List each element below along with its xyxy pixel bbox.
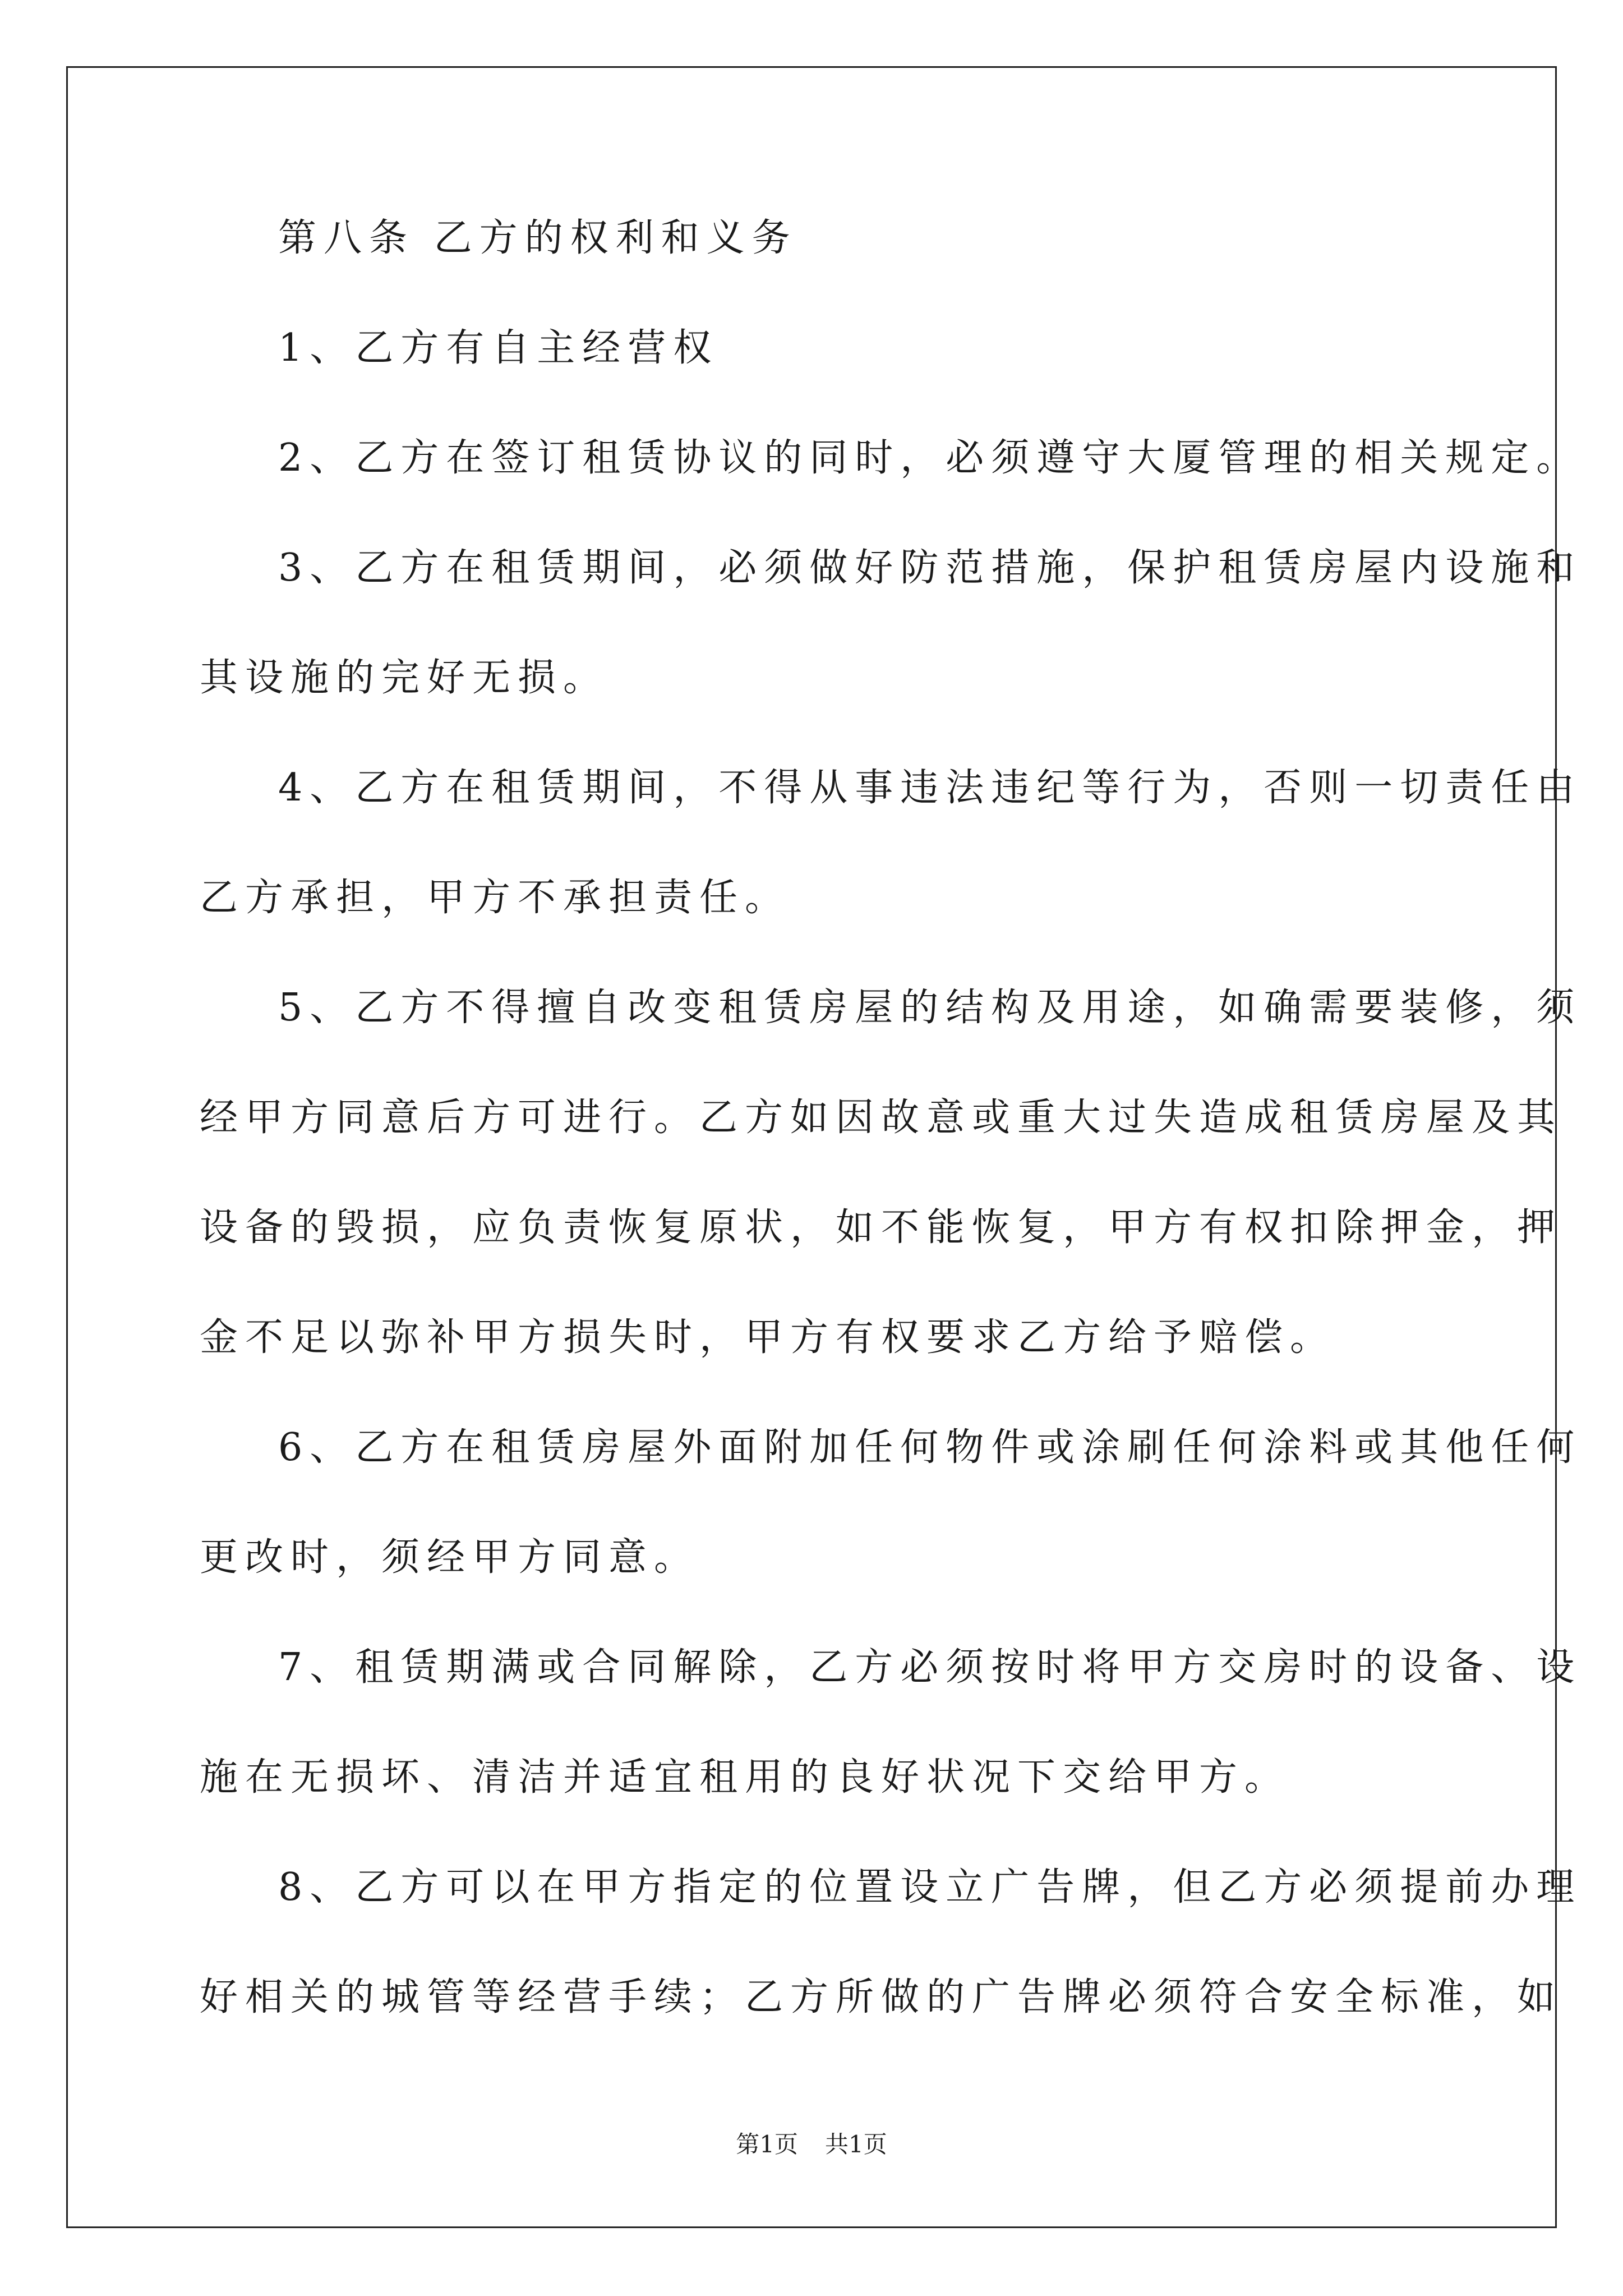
clause-5-line-1: 5、乙方不得擅自改变租赁房屋的结构及用途，如确需要装修，须	[278, 986, 1582, 1030]
page-footer	[0, 2129, 1623, 2160]
clause-2: 2、乙方在签订租赁协议的同时，必须遵守大厦管理的相关规定。	[278, 436, 1582, 480]
clause-4-line-2: 乙方承担，甲方不承担责任。	[200, 876, 791, 920]
clause-5-line-2: 经甲方同意后方可进行。乙方如因故意或重大过失造成租赁房屋及其	[200, 1096, 1563, 1140]
clause-5-line-4: 金不足以弥补甲方损失时，甲方有权要求乙方给予赔偿。	[200, 1315, 1336, 1360]
clause-7-line-1: 7、租赁期满或合同解除，乙方必须按时将甲方交房时的设备、设	[278, 1645, 1582, 1690]
clause-8-line-2: 好相关的城管等经营手续；乙方所做的广告牌必须符合安全标准，如	[200, 1975, 1563, 2019]
clause-6-line-2: 更改时，须经甲方同意。	[200, 1535, 700, 1580]
page-total: 共1页	[825, 2131, 887, 2158]
clause-4-line-1: 4、乙方在租赁期间，不得从事违法违纪等行为，否则一切责任由	[278, 766, 1582, 810]
article-heading: 第八条 乙方的权利和义务	[278, 216, 797, 260]
page-number: 第1页	[736, 2131, 798, 2158]
clause-8-line-1: 8、乙方可以在甲方指定的位置设立广告牌，但乙方必须提前办理	[278, 1865, 1582, 1910]
clause-7-line-2: 施在无损坏、清洁并适宜租用的良好状况下交给甲方。	[200, 1755, 1290, 1800]
clause-6-line-1: 6、乙方在租赁房屋外面附加任何物件或涂刷任何涂料或其他任何	[278, 1425, 1582, 1470]
clause-3-line-2: 其设施的完好无损。	[200, 656, 609, 700]
clause-3-line-1: 3、乙方在租赁期间，必须做好防范措施，保护租赁房屋内设施和	[278, 546, 1582, 590]
clause-5-line-3: 设备的毁损，应负责恢复原状，如不能恢复，甲方有权扣除押金，押	[200, 1205, 1563, 1250]
clause-1: 1、乙方有自主经营权	[278, 326, 719, 370]
